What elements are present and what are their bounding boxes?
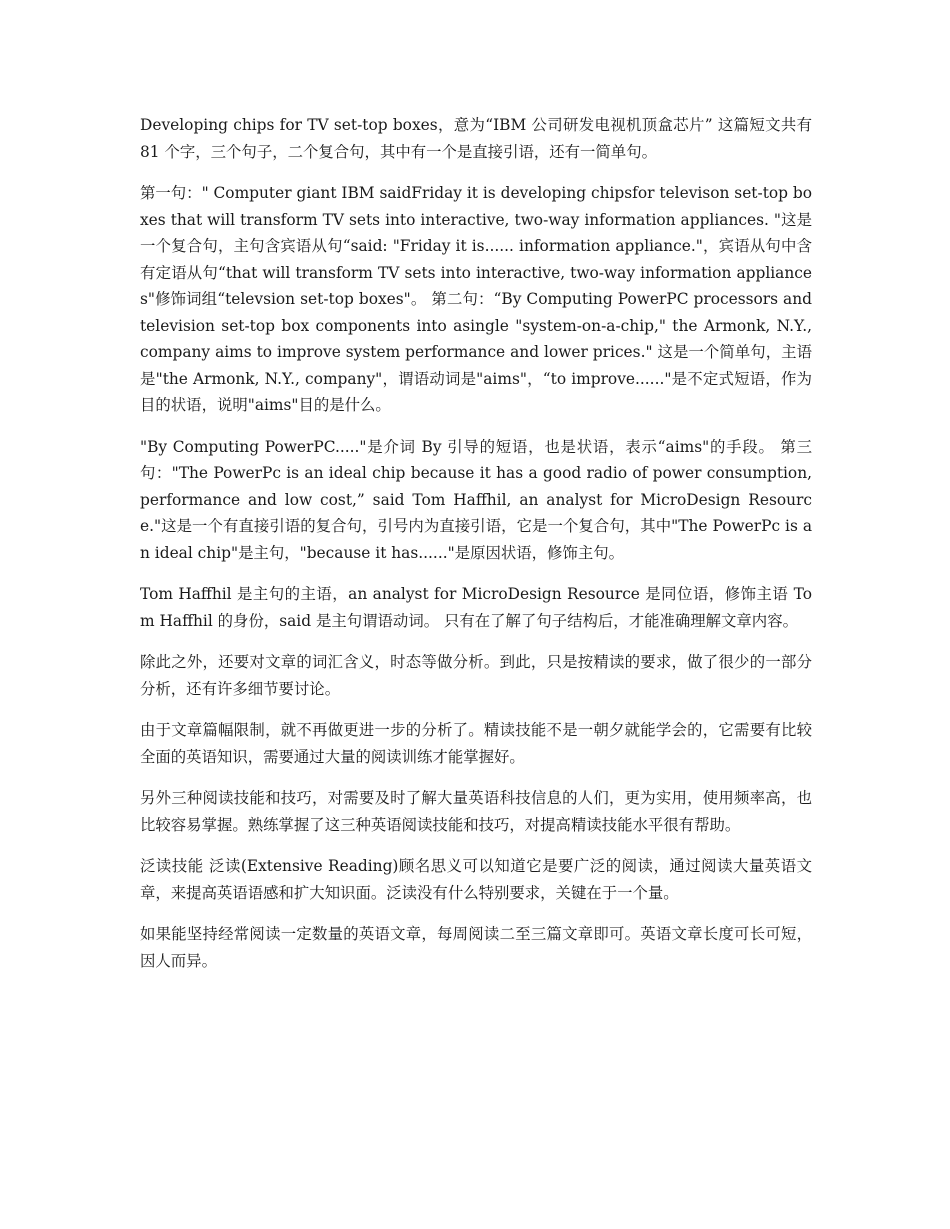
paragraph-intro: Developing chips for TV set-top boxes，意为“IBM 公司研发电视机顶盒芯片” 这篇短文共有 81 个字，三个句子，二个复合句，其中有一个是直接引语，还有一简单句。: [140, 116, 812, 161]
paragraph-vocabulary: 除此之外，还要对文章的词汇含义，时态等做分析。到此，只是按精读的要求，做了很少的一部分分析，还有许多细节要讨论。: [140, 653, 812, 698]
document-body: [140, 112, 812, 989]
paragraph-length-limit: 由于文章篇幅限制，就不再做更进一步的分析了。精读技能不是一朝夕就能学会的，它需要有比较全面的英语知识，需要通过大量的阅读训练才能掌握好。: [140, 721, 812, 766]
paragraph-sentence-three: "By Computing PowerPC....."是介词 By 引导的短语，也是状语，表示“aims"的手段。 第三句："The PowerPc is an ideal chip because it has a good radio of power consumption, performance and low cost,” said Tom Haffhil, an analyst for MicroDesign Resource."这是一个有直接引语的复合句，引号内为直接引语，它是一个复合句，其中"The PowerPc is an ideal chip"是主句，"because it has......"是原因状语，修饰主句。: [140, 437, 812, 562]
paragraph-extensive-reading: 泛读技能 泛读(Extensive Reading)顾名思义可以知道它是要广泛的阅读，通过阅读大量英语文章，来提高英语语感和扩大知识面。泛读没有什么特别要求，关键在于一个量。: [140, 857, 812, 902]
paragraph-other-skills: 另外三种阅读技能和技巧，对需要及时了解大量英语科技信息的人们，更为实用，使用频率高，也比较容易掌握。熟练掌握了这三种英语阅读技能和技巧，对提高精读技能水平很有帮助。: [140, 789, 812, 834]
paragraph-subject-analysis: Tom Haffhil 是主句的主语，an analyst for MicroDesign Resource 是同位语，修饰主语 Tom Haffhil 的身份，said 是主句谓语动词。 只有在了解了句子结构后，才能准确理解文章内容。: [140, 585, 812, 630]
paragraph-weekly-reading: 如果能坚持经常阅读一定数量的英语文章，每周阅读二至三篇文章即可。英语文章长度可长可短，因人而异。: [140, 925, 812, 970]
paragraph-sentence-one: 第一句：" Computer giant IBM saidFriday it is developing chipsfor televison set-top boxes that will transform TV sets into interactive, two-way information appliances. "这是一个复合句，主句含宾语从句“said: "Friday it is...... information appliance."，宾语从句中含有定语从句“that will transform TV sets into interactive, two-way information appliances"修饰词组“televsion set-top boxes"。 第二句：“By Computing PowerPC processors and television set-top box components into asingle "system-on-a-chip," the Armonk, N.Y., company aims to improve system performance and lower prices." 这是一个简单句，主语是"the Armonk, N.Y., company"，谓语动词是"aims"，“to improve......"是不定式短语，作为目的状语，说明"aims"目的是什么。: [140, 184, 813, 414]
